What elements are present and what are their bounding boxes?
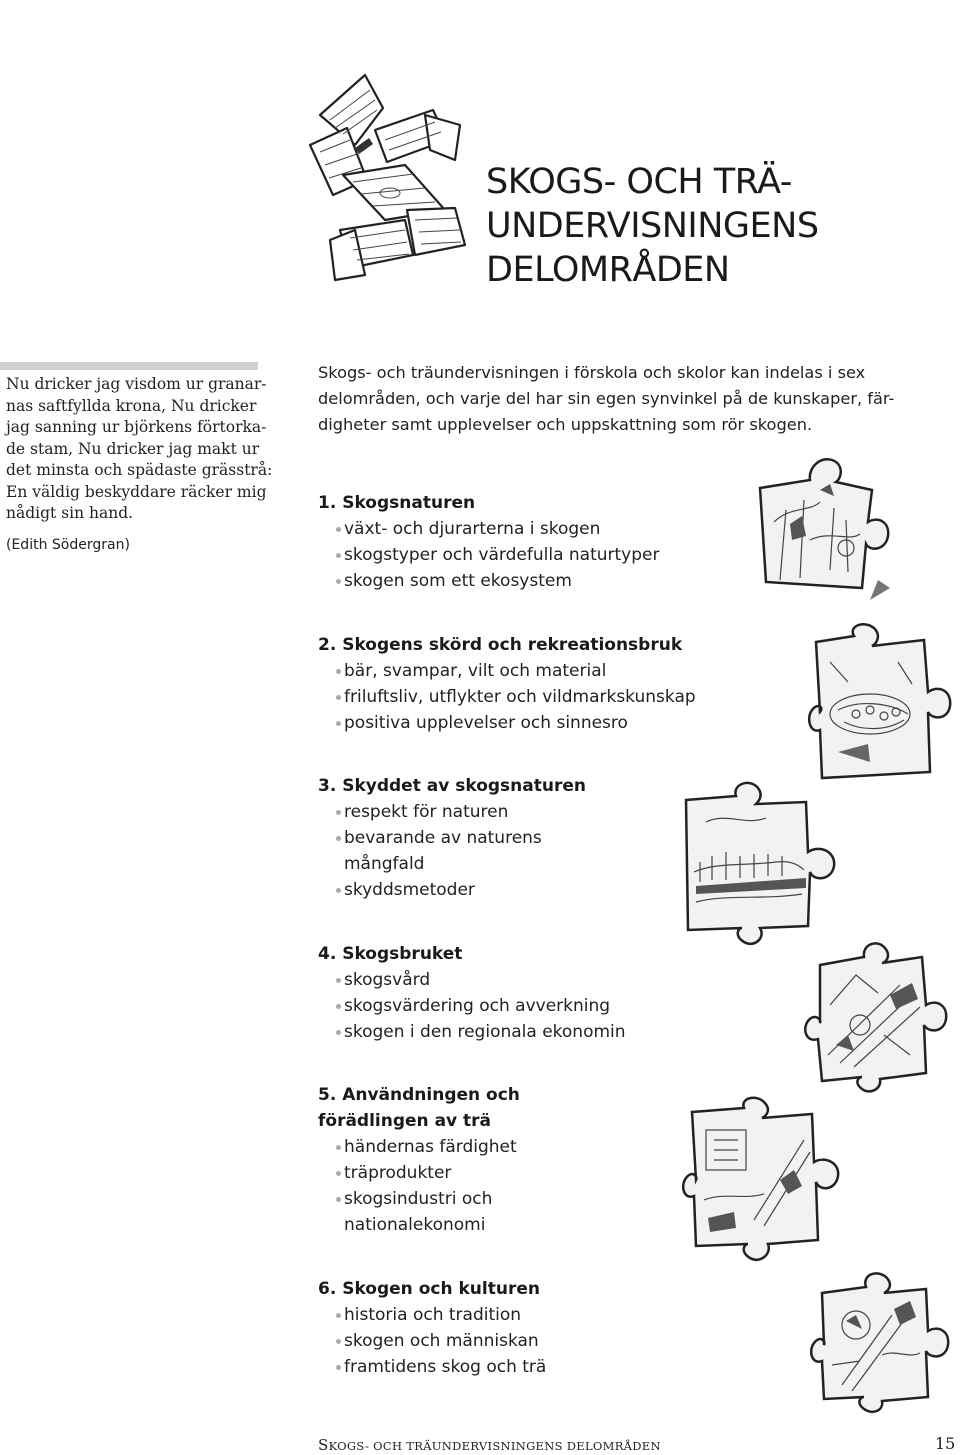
poem-line: Nu dricker jag visdom ur granar- xyxy=(6,375,267,393)
forest-nature-puzzle-icon xyxy=(750,450,900,600)
page-title-line: DELOMRÅDEN xyxy=(486,250,730,290)
list-item: framtidens skog och trä xyxy=(318,1354,738,1380)
section-skyddet xyxy=(318,773,738,903)
running-footer-title xyxy=(318,1436,661,1454)
list-item: växt- och djurarterna i skogen xyxy=(318,516,738,542)
section-skogsnaturen xyxy=(318,490,738,594)
list-item-continuation: mångfald xyxy=(344,854,425,874)
section-item-list xyxy=(318,1302,738,1380)
section-heading xyxy=(318,941,738,967)
forest-culture-puzzle-icon xyxy=(812,1265,952,1415)
harvest-recreation-puzzle-icon xyxy=(808,622,953,792)
section-heading-line: 3. Skyddet av skogsnaturen xyxy=(318,776,586,796)
sidebar-top-rule xyxy=(0,362,258,370)
intro-line: delområden, och varje del har sin egen synvinkel på de kunskaper, fär- xyxy=(318,389,895,408)
section-heading xyxy=(318,490,738,516)
poem-line: jag sanning ur björkens förtorka- xyxy=(6,418,267,436)
footer-title-initial: S xyxy=(318,1436,329,1454)
list-item: skyddsmetoder xyxy=(318,877,738,903)
section-heading-line: 1. Skogsnaturen xyxy=(318,493,476,513)
poem-line: det minsta och spädaste grässtrå: xyxy=(6,461,273,479)
sidebar-poem xyxy=(6,374,273,556)
page-title-line: UNDERVISNINGENS xyxy=(486,206,819,246)
section-skogsbruket xyxy=(318,941,738,1045)
list-item: skogsvärdering och avverkning xyxy=(318,993,738,1019)
poem-attribution: (Edith Södergran) xyxy=(6,536,130,553)
wood-processing-puzzle-icon xyxy=(684,1100,849,1265)
page-title-line: SKOGS- OCH TRÄ- xyxy=(486,162,792,202)
intro-paragraph xyxy=(318,360,960,438)
list-item: positiva upplevelser och sinnesro xyxy=(318,710,738,736)
wooden-s-logo-icon xyxy=(295,70,480,285)
section-anvandning-tra xyxy=(318,1082,738,1238)
list-item: händernas färdighet xyxy=(318,1134,738,1160)
list-item: skogen i den regionala ekonomin xyxy=(318,1019,738,1045)
list-item-continuation: nationalekonomi xyxy=(344,1215,486,1235)
list-item: respekt för naturen xyxy=(318,799,738,825)
nature-protection-puzzle-icon xyxy=(676,782,851,947)
list-item: bevarande av naturens xyxy=(318,825,738,851)
list-item: bär, svampar, vilt och material xyxy=(318,658,738,684)
list-item: skogsindustri och xyxy=(318,1186,738,1212)
list-item: skogen och människan xyxy=(318,1328,738,1354)
poem-line: nas saftfyllda krona, Nu dricker xyxy=(6,396,257,415)
poem-line: En väldig beskyddare räcker mig xyxy=(6,482,267,501)
intro-line: Skogs- och träundervisningen i förskola och skolor kan indelas i sex xyxy=(318,363,866,382)
section-item-list xyxy=(318,799,738,903)
section-item-list xyxy=(318,967,738,1045)
section-heading xyxy=(318,1276,738,1302)
list-item: skogstyper och värdefulla naturtyper xyxy=(318,542,738,568)
list-item: träprodukter xyxy=(318,1160,738,1186)
section-heading xyxy=(318,1082,738,1134)
section-item-list xyxy=(318,516,738,594)
section-heading-line: 4. Skogsbruket xyxy=(318,944,463,964)
list-item: historia och tradition xyxy=(318,1302,738,1328)
footer-title-rest: KOGS- OCH TRÄUNDERVISNINGENS DELOMRÅDEN xyxy=(328,1439,661,1453)
section-heading-line: förädlingen av trä xyxy=(318,1111,492,1131)
page-number: 15 xyxy=(935,1434,956,1453)
list-item: skogen som ett ekosystem xyxy=(318,568,738,594)
poem-line: nådigt sin hand. xyxy=(6,504,134,522)
section-kulturen xyxy=(318,1276,738,1380)
section-item-list xyxy=(318,1134,738,1238)
section-heading xyxy=(318,773,738,799)
poem-line: de stam, Nu dricker jag makt ur xyxy=(6,439,260,458)
section-heading-line: 2. Skogens skörd och rekreationsbruk xyxy=(318,635,683,655)
section-item-list xyxy=(318,658,738,736)
section-skord-rekreation xyxy=(318,632,738,736)
section-heading-line: 5. Användningen och xyxy=(318,1085,520,1105)
section-heading-line: 6. Skogen och kulturen xyxy=(318,1279,540,1299)
page-title xyxy=(486,160,946,292)
intro-line: digheter samt upplevelser och uppskattning som rör skogen. xyxy=(318,415,813,434)
list-item: skogsvård xyxy=(318,967,738,993)
forestry-puzzle-icon xyxy=(800,935,950,1095)
section-heading xyxy=(318,632,738,658)
list-item: friluftsliv, utflykter och vildmarkskunskap xyxy=(318,684,738,710)
